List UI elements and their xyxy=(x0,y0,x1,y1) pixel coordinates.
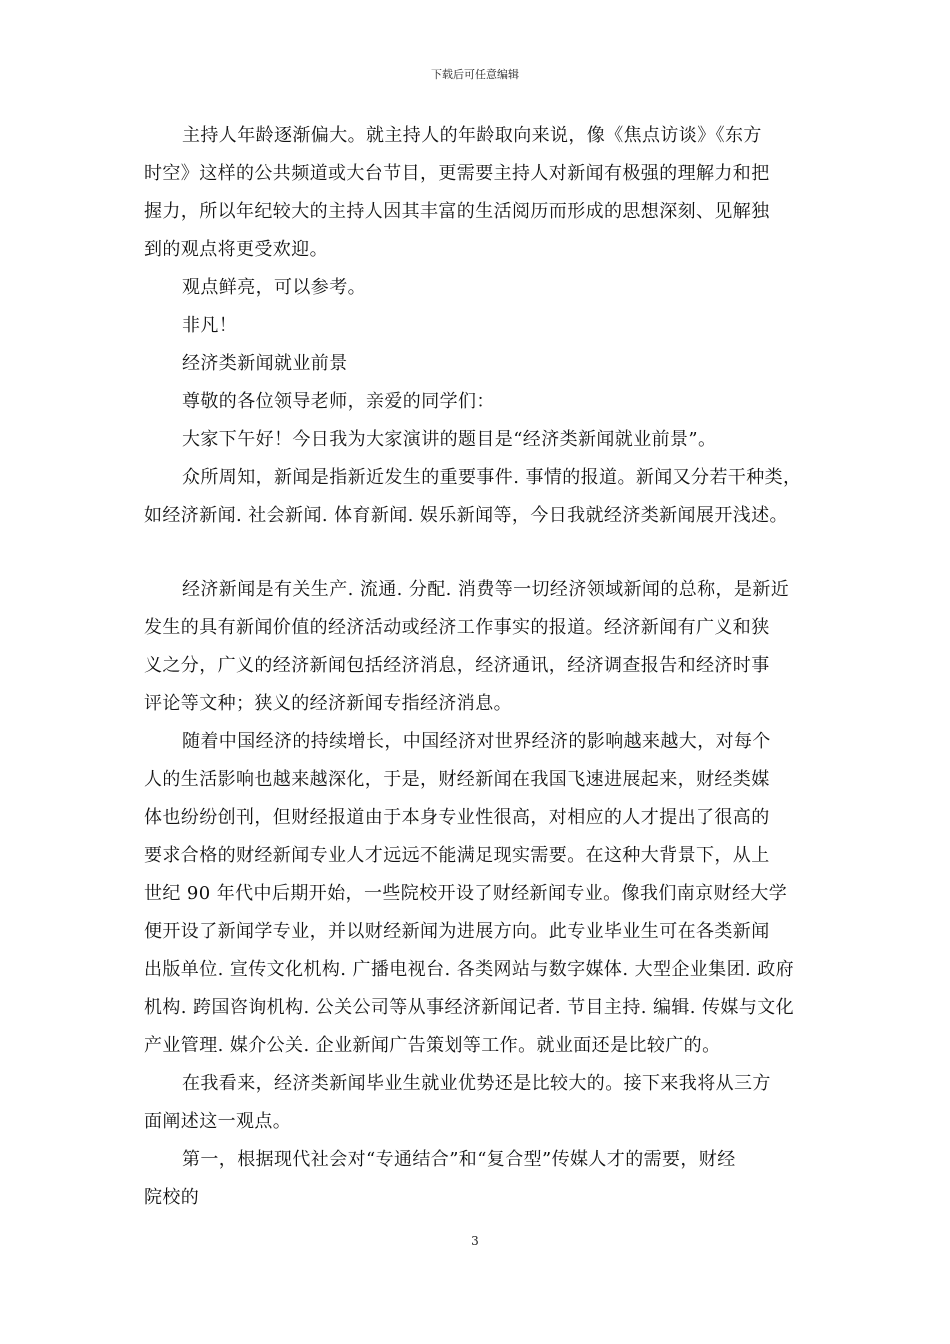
text-line: 尊敬的各位领导老师，亲爱的同学们： xyxy=(182,391,495,412)
text-line: 出版单位. 宣传文化机构. 广播电视台. 各类网站与数字媒体. 大型企业集团. 政府 xyxy=(144,959,795,980)
text-line: 评论等文种；狭义的经济新闻专指经济消息。 xyxy=(144,693,512,714)
text-line: 非凡！ xyxy=(182,315,238,336)
page-number: 3 xyxy=(471,1234,479,1248)
text-line: 产业管理. 媒介公关. 企业新闻广告策划等工作。就业面还是比较广的。 xyxy=(144,1035,721,1056)
text-line: 到的观点将更受欢迎。 xyxy=(144,239,328,260)
section-title: 经济类新闻就业前景 xyxy=(182,353,348,374)
text-line: 众所周知，新闻是指新近发生的重要事件. 事情的报道。新闻又分若干种类， xyxy=(182,467,802,488)
text-line: 人的生活影响也越来越深化，于是，财经新闻在我国飞速进展起来，财经类媒 xyxy=(144,769,770,790)
text-line: 义之分，广义的经济新闻包括经济消息，经济通讯，经济调查报告和经济时事 xyxy=(144,655,770,676)
text-line: 大家下午好！今日我为大家演讲的题目是“经济类新闻就业前景”。 xyxy=(182,429,717,450)
text-line: 如经济新闻. 社会新闻. 体育新闻. 娱乐新闻等，今日我就经济类新闻展开浅述。 xyxy=(144,505,788,526)
text-line: 发生的具有新闻价值的经济活动或经济工作事实的报道。经济新闻有广义和狭 xyxy=(144,617,770,638)
text-line: 世纪 90 年代中后期开始，一些院校开设了财经新闻专业。像我们南京财经大学 xyxy=(144,883,788,904)
text-line: 体也纷纷创刊，但财经报道由于本身专业性很高，对相应的人才提出了很高的 xyxy=(144,807,770,828)
text-line: 观点鲜亮，可以参考。 xyxy=(182,277,366,298)
text-line: 握力，所以年纪较大的主持人因其丰富的生活阅历而形成的思想深刻、见解独 xyxy=(144,201,770,222)
text-line: 面阐述这一观点。 xyxy=(144,1111,292,1132)
text-line: 机构. 跨国咨询机构. 公关公司等从事经济新闻记者. 节目主持. 编辑. 传媒与文化 xyxy=(144,997,795,1018)
text-line: 第一，根据现代社会对“专通结合”和“复合型”传媒人才的需要，财经 xyxy=(182,1149,736,1170)
text-line: 便开设了新闻学专业，并以财经新闻为进展方向。此专业毕业生可在各类新闻 xyxy=(144,921,770,942)
text-line: 要求合格的财经新闻专业人才远远不能满足现实需要。在这种大背景下，从上 xyxy=(144,845,770,866)
text-line: 随着中国经济的持续增长，中国经济对世界经济的影响越来越大，对每个 xyxy=(182,731,771,752)
text-line: 经济新闻是有关生产. 流通. 分配. 消费等一切经济领域新闻的总称，是新近 xyxy=(182,579,790,600)
text-line: 时空》这样的公共频道或大台节目，更需要主持人对新闻有极强的理解力和把 xyxy=(144,163,770,184)
text-line: 在我看来，经济类新闻毕业生就业优势还是比较大的。接下来我将从三方 xyxy=(182,1073,771,1094)
text-line: 主持人年龄逐渐偏大。就主持人的年龄取向来说，像《焦点访谈》《东方 xyxy=(182,125,762,146)
text-line: 院校的 xyxy=(144,1187,200,1208)
page-header: 下载后可任意编辑 xyxy=(431,68,519,81)
